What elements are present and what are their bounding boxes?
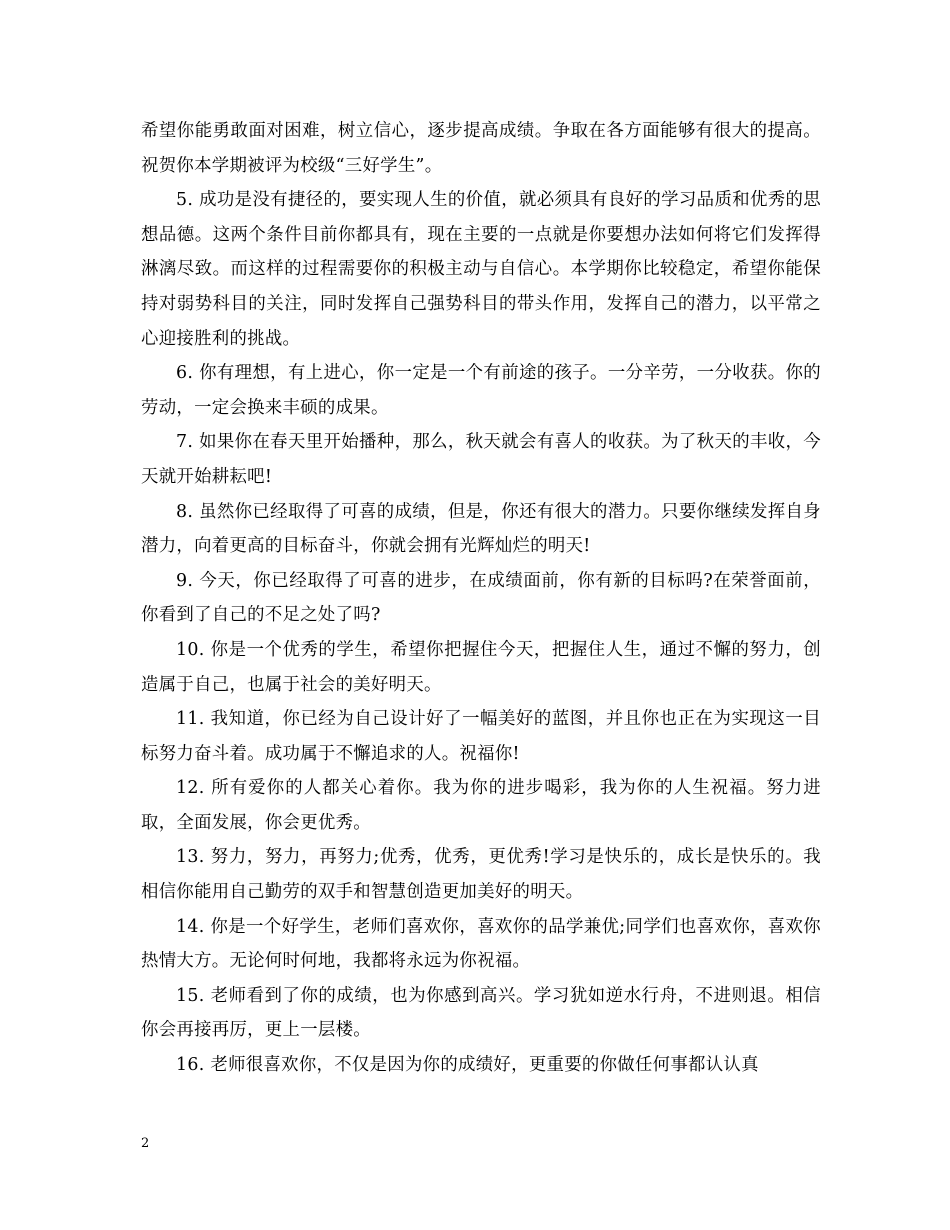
paragraph-item-11: 11. 我知道，你已经为自己设计好了一幅美好的蓝图，并且你也正在为实现这一目标努力奋斗着。成功属于不懈追求的人。祝福你! [141,709,821,764]
body-text [141,114,821,1083]
page-number: 2 [141,1136,150,1151]
paragraph-item-8: 8. 虽然你已经取得了可喜的成绩，但是，你还有很大的潜力。只要你继续发挥自身潜力，向着更高的目标奋斗，你就会拥有光辉灿烂的明天! [141,501,821,557]
paragraph-item-10: 10. 你是一个优秀的学生，希望你把握住今天，把握住人生，通过不懈的努力，创造属于自己，也属于社会的美好明天。 [141,639,821,695]
paragraph-item-14: 14. 你是一个好学生，老师们喜欢你，喜欢你的品学兼优;同学们也喜欢你，喜欢你热情大方。无论何时何地，我都将永远为你祝福。 [141,916,821,972]
paragraph-item-5: 5. 成功是没有捷径的，要实现人生的价值，就必须具有良好的学习品质和优秀的思想品德。这两个条件目前你都具有，现在主要的一点就是你要想办法如何将它们发挥得淋漓尽致。而这样的过程需要你的积极主动与自信心。本学期你比较稳定，希望你能保持对弱势科目的关注，同时发挥自己强势科目的带头作用，发挥自己的潜力，以平常之心迎接胜利的挑战。 [141,190,821,349]
paragraph-item-15: 15. 老师看到了你的成绩，也为你感到高兴。学习犹如逆水行舟，不进则退。相信你会再接再厉，更上一层楼。 [141,985,821,1041]
paragraph-item-7: 7. 如果你在春天里开始播种，那么，秋天就会有喜人的收获。为了秋天的丰收，今天就开始耕耘吧! [141,432,821,487]
paragraph-item-6: 6. 你有理想，有上进心，你一定是一个有前途的孩子。一分辛劳，一分收获。你的劳动，一定会换来丰硕的成果。 [141,363,821,418]
paragraph-item-16: 16. 老师很喜欢你，不仅是因为你的成绩好，更重要的你做任何事都认认真 [176,1055,759,1076]
paragraph-item-12: 12. 所有爱你的人都关心着你。我为你的进步喝彩，我为你的人生祝福。努力进取，全面发展，你会更优秀。 [141,778,821,833]
paragraph-item-9: 9. 今天，你已经取得了可喜的进步，在成绩面前，你有新的目标吗?在荣誉面前，你看到了自己的不足之处了吗? [141,570,821,626]
paragraph-continuation: 希望你能勇敢面对困难，树立信心，逐步提高成绩。争取在各方面能够有很大的提高。祝贺你本学期被评为校级“三好学生”。 [141,121,821,176]
paragraph-item-13: 13. 努力，努力，再努力;优秀，优秀，更优秀!学习是快乐的，成长是快乐的。我相信你能用自己勤劳的双手和智慧创造更加美好的明天。 [141,847,821,903]
